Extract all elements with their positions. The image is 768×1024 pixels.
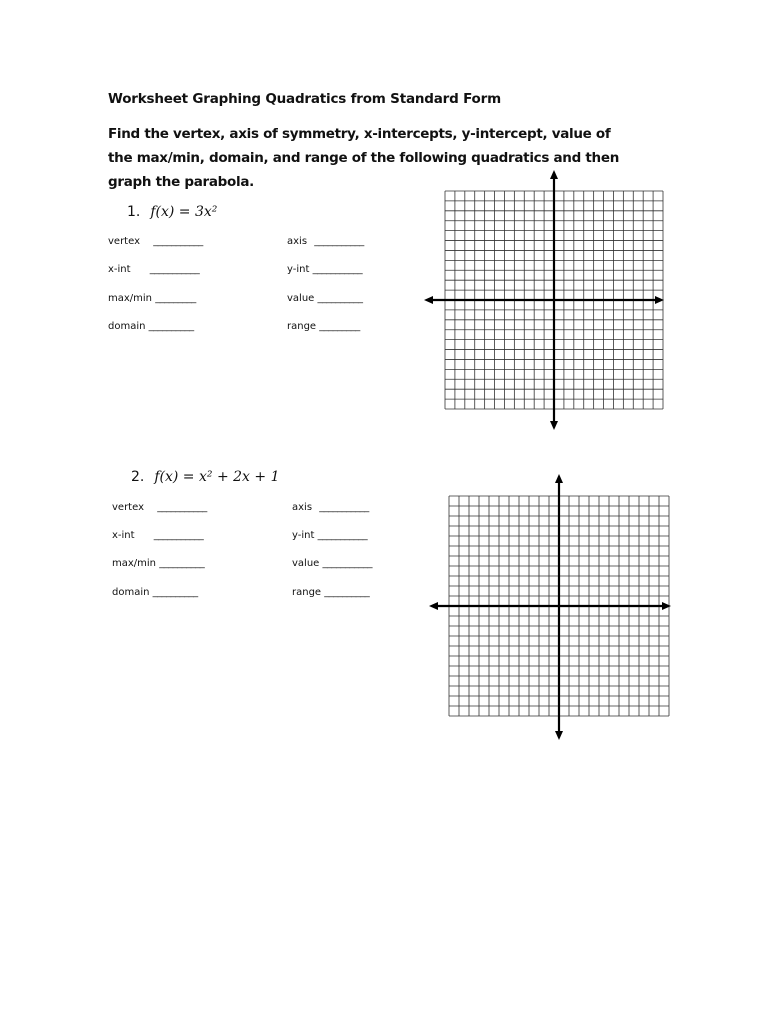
problem-1-x-int-field — [108, 264, 199, 275]
problem-number: 1. — [127, 204, 141, 220]
field-label: range — [287, 321, 317, 332]
field-label: value — [287, 293, 315, 304]
answer-blank[interactable]: __________ — [317, 293, 363, 304]
x-axis-arrow-left-icon — [429, 602, 438, 610]
answer-blank[interactable]: _________ — [155, 293, 196, 304]
problem-2-axis-field — [292, 502, 369, 513]
field-label: vertex — [112, 502, 144, 513]
problem-1-domain-field — [108, 321, 194, 332]
answer-blank[interactable]: ___________ — [312, 264, 363, 275]
problem-2-domain-field — [112, 587, 198, 598]
answer-blank[interactable]: ___________ — [153, 530, 204, 541]
field-label: axis — [292, 502, 313, 513]
y-axis-arrow-down-icon — [555, 731, 563, 740]
problem-1-y-int-field — [287, 264, 362, 275]
answer-blank[interactable]: ___________ — [153, 236, 203, 247]
field-label: value — [292, 558, 320, 569]
answer-blank[interactable]: ___________ — [319, 502, 369, 513]
answer-blank[interactable]: ___________ — [157, 502, 207, 513]
problem-2-x-int-field — [112, 530, 203, 541]
x-axis-arrow-right-icon — [662, 602, 671, 610]
equation-lhs: f(x) = — [150, 204, 195, 220]
equation-lhs: f(x) = — [154, 469, 199, 485]
answer-blank[interactable]: ___________ — [322, 558, 373, 569]
answer-blank[interactable]: _________ — [319, 321, 360, 332]
equation-rhs: 3x² — [195, 204, 218, 220]
answer-blank[interactable]: __________ — [148, 321, 194, 332]
y-axis-arrow-up-icon — [555, 474, 563, 483]
problem-2-y-int-field — [292, 530, 367, 541]
problem-2-graph-grid[interactable] — [429, 474, 671, 740]
problem-2-value-field — [292, 558, 372, 569]
field-label: y-int — [292, 530, 315, 541]
answer-blank[interactable]: __________ — [324, 587, 370, 598]
problem-2-vertex-field — [112, 502, 207, 513]
field-label: y-int — [287, 264, 310, 275]
problem-1-equation — [127, 204, 217, 220]
field-label: vertex — [108, 236, 140, 247]
field-label: x-int — [108, 264, 131, 275]
answer-blank[interactable]: __________ — [159, 558, 205, 569]
problem-1-graph-grid[interactable] — [424, 170, 664, 430]
y-axis-arrow-down-icon — [550, 421, 558, 430]
problem-number: 2. — [131, 469, 145, 485]
problem-1-range-field — [287, 321, 360, 332]
y-axis-arrow-up-icon — [550, 170, 558, 179]
worksheet-title: Worksheet Graphing Quadratics from Standard Form — [108, 91, 501, 107]
field-label: domain — [112, 587, 150, 598]
problem-1-value-field — [287, 293, 363, 304]
answer-blank[interactable]: ___________ — [314, 236, 364, 247]
answer-blank[interactable]: ___________ — [149, 264, 200, 275]
problem-1-vertex-field — [108, 236, 203, 247]
field-label: axis — [287, 236, 308, 247]
x-axis-arrow-left-icon — [424, 296, 433, 304]
problem-2-range-field — [292, 587, 369, 598]
worksheet-instructions: Find the vertex, axis of symmetry, x-intercepts, y-intercept, value of the max/min, domain, and range of the following quadratics and then graph the parabola. — [108, 126, 620, 190]
field-label: max/min — [108, 293, 153, 304]
problem-2-max-min-field — [112, 558, 204, 569]
answer-blank[interactable]: __________ — [152, 587, 198, 598]
problem-2-equation — [131, 469, 279, 485]
problem-1-axis-field — [287, 236, 364, 247]
field-label: range — [292, 587, 322, 598]
equation-rhs: x² + 2x + 1 — [199, 469, 280, 485]
problem-1-max-min-field — [108, 293, 196, 304]
field-label: max/min — [112, 558, 157, 569]
answer-blank[interactable]: ___________ — [317, 530, 368, 541]
field-label: x-int — [112, 530, 135, 541]
field-label: domain — [108, 321, 146, 332]
